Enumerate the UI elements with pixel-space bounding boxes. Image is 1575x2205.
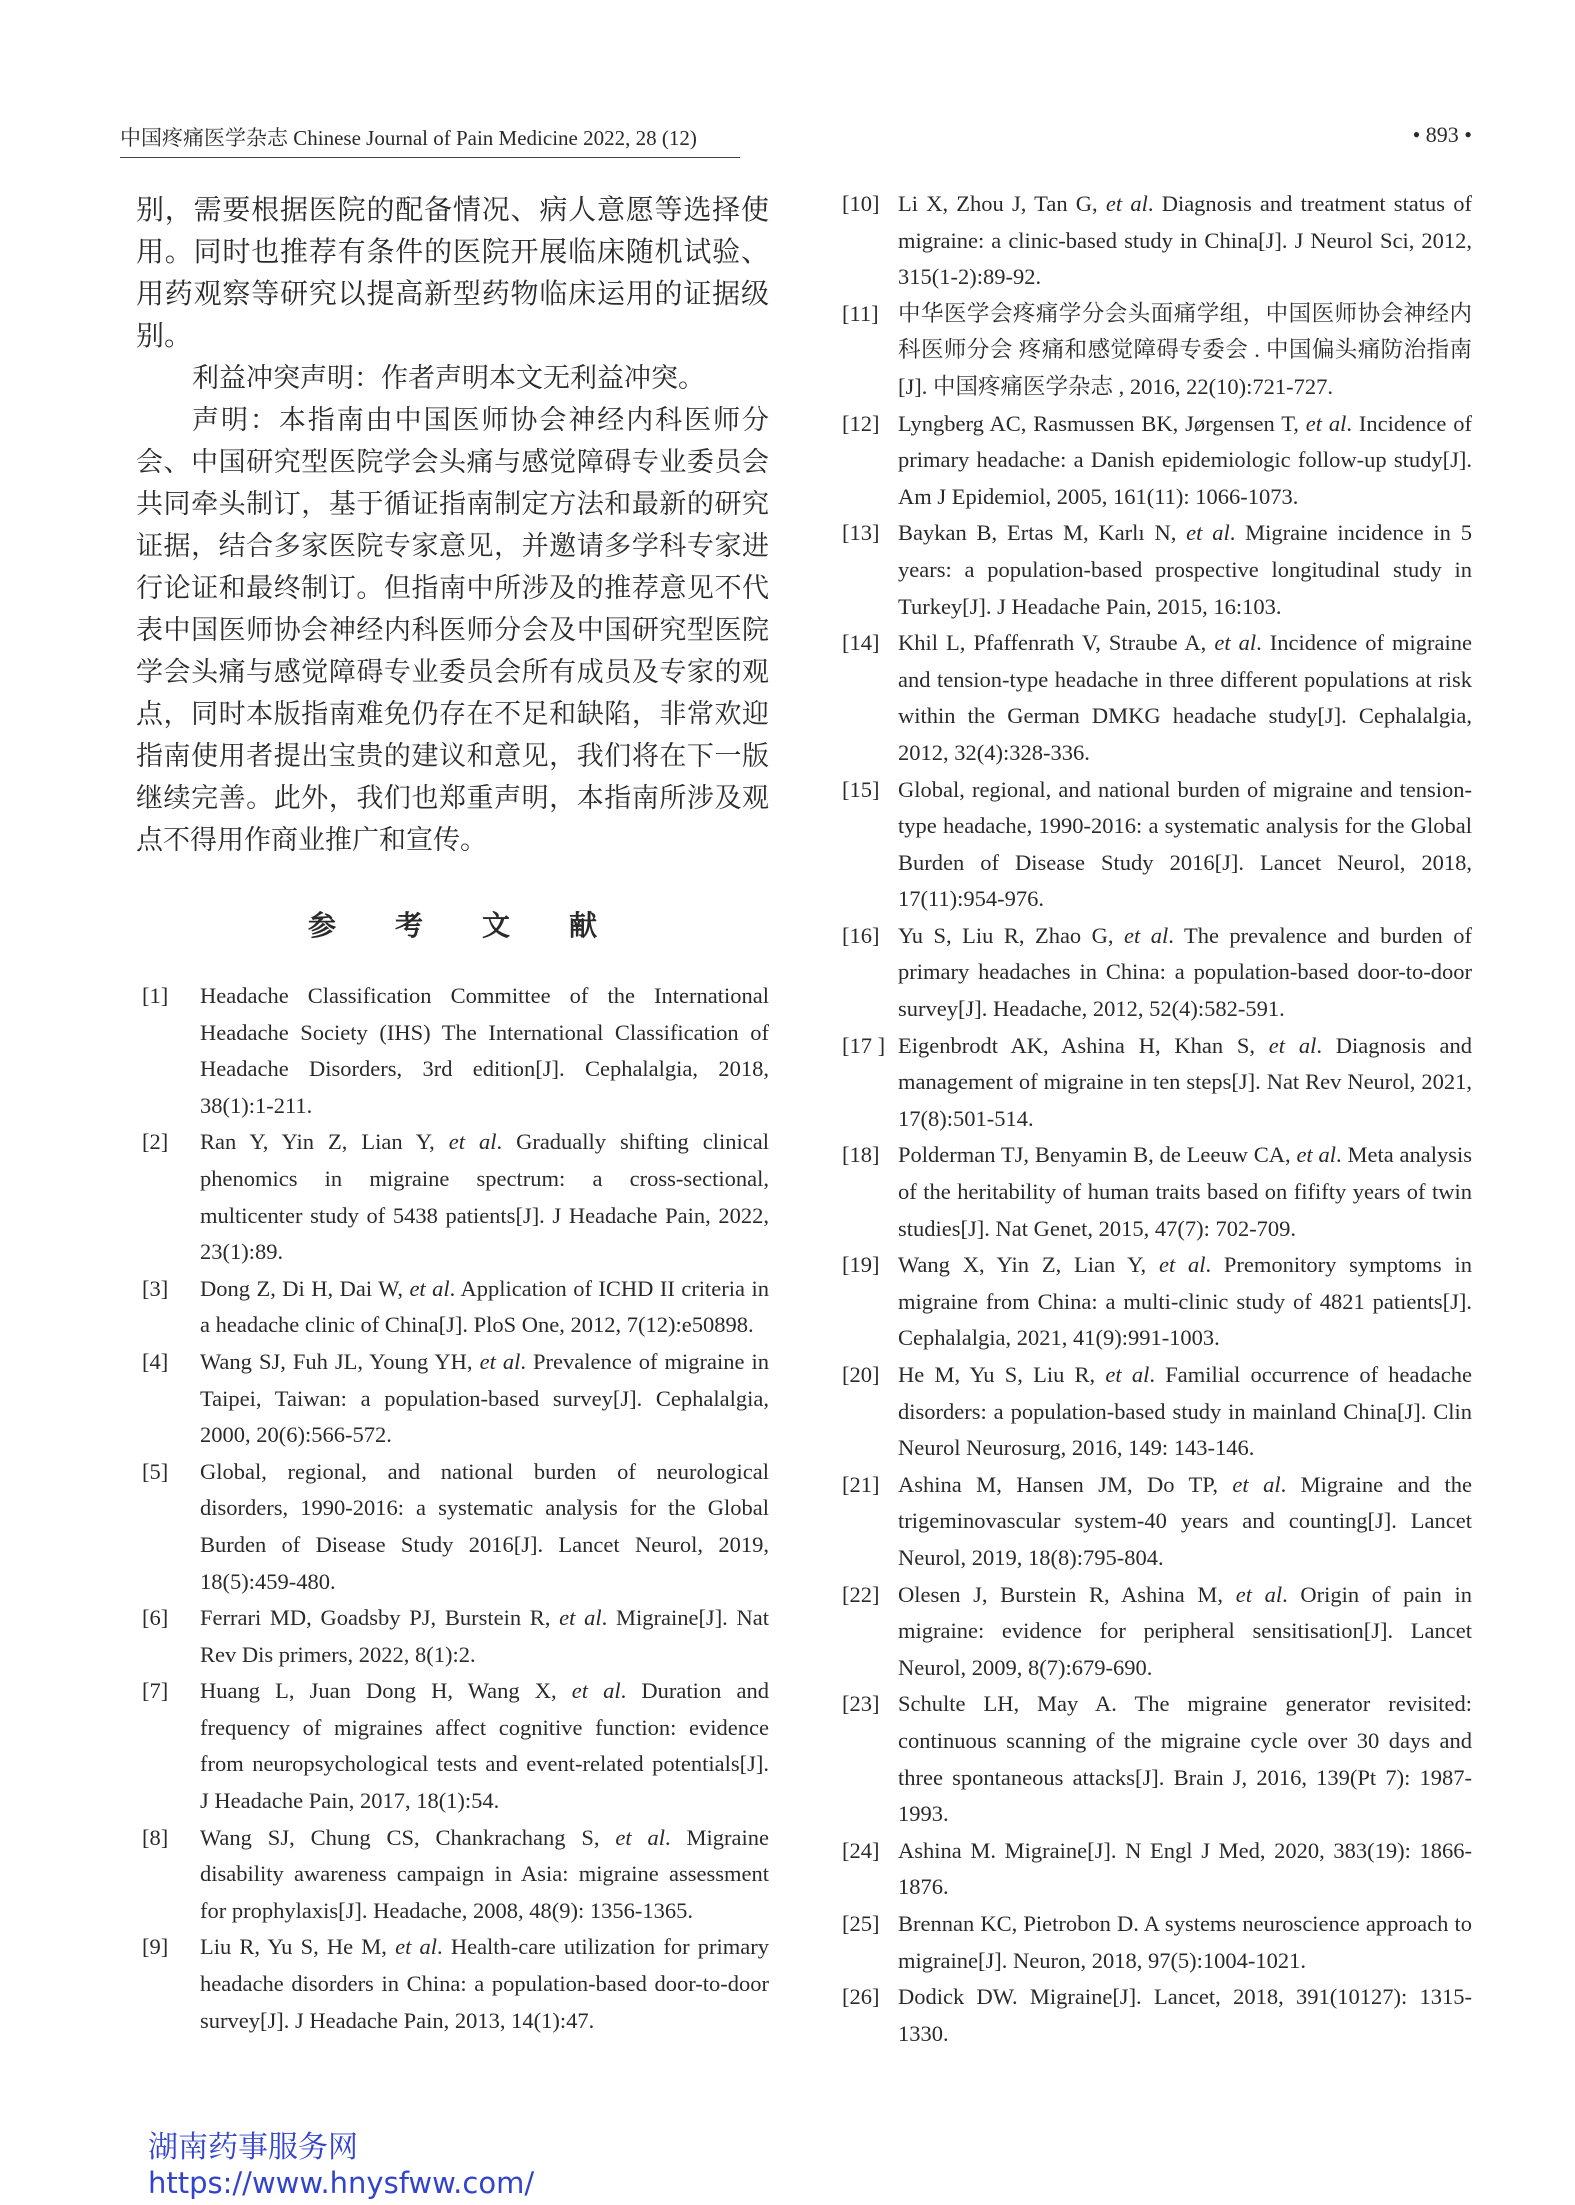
left-column — [136, 190, 769, 2039]
conflict-statement: 利益冲突声明：作者声明本文无利益冲突。 — [192, 363, 705, 394]
reference-item — [842, 1137, 1472, 1247]
reference-number: [14] — [842, 630, 880, 656]
reference-text: Yu S, Liu R, Zhao G, et al. The prevalence and burden of primary headaches in China: a population-based door-to-door survey[J]. Headache, 2012, 52(4):582-591. — [898, 922, 1472, 1022]
site-watermark — [148, 2130, 534, 2200]
reference-text: He M, Yu S, Liu R, et al. Familial occurrence of headache disorders: a population-based study in mainland China[J]. Clin Neurol Neurosurg, 2016, 149: 143-146. — [898, 1362, 1472, 1461]
reference-item — [842, 1357, 1472, 1467]
reference-number: [8] — [142, 1824, 169, 1850]
reference-text: Olesen J, Burstein R, Ashina M, et al. Origin of pain in migraine: evidence for peripheral sensitisation[J]. Lancet Neurol, 2009, 8(7):679-690. — [898, 1581, 1472, 1680]
reference-text: Ran Y, Yin Z, Lian Y, et al. Gradually shifting clinical phenomics in migraine spectrum: a cross-sectional, multicenter study of 5438 patients[J]. J Headache Pain, 2022, 23(1):89. — [200, 1129, 769, 1265]
reference-item — [842, 515, 1472, 625]
reference-item — [136, 1271, 769, 1344]
reference-text: Polderman TJ, Benyamin B, de Leeuw CA, et al. Meta analysis of the heritability of human traits based on fififty years of twin studies[J]. Nat Genet, 2015, 47(7): 702-709. — [898, 1142, 1473, 1241]
reference-item — [842, 1906, 1472, 1979]
reference-item — [136, 1344, 769, 1454]
reference-item — [842, 1247, 1472, 1357]
reference-text: Ashina M. Migraine[J]. N Engl J Med, 2020, 383(19): 1866-1876. — [898, 1837, 1472, 1900]
guideline-statement: 声明：本指南由中国医师协会神经内科医师分会、中国研究型医院学会头痛与感觉障碍专业委员会共同牵头制订，基于循证指南制定方法和最新的研究证据，结合多家医院专家意见，并邀请多学科专家进行论证和最终制订。但指南中所涉及的推荐意见不代表中国医师协会神经内科医师分会及中国研究型医院学会头痛与感觉障碍专业委员会所有成员及专家的观点，同时本版指南难免仍存在不足和缺陷，非常欢迎指南使用者提出宝贵的建议和意见，我们将在下一版继续完善。此外，我们也郑重声明，本指南所涉及观点不得用作商业推广和宣传。 — [136, 405, 769, 856]
reference-item — [136, 1454, 769, 1600]
reference-number: [1] — [142, 983, 169, 1008]
reference-item — [842, 1979, 1472, 2052]
reference-number: [25] — [842, 1910, 880, 1936]
reference-item — [842, 1028, 1472, 1138]
reference-text: Dodick DW. Migraine[J]. Lancet, 2018, 391(10127): 1315-1330. — [898, 1984, 1472, 2046]
references-heading: 参 考 文 献 — [307, 911, 623, 942]
reference-text: Global, regional, and national burden of neurological disorders, 1990-2016: a systematic analysis for the Global Burden of Disease Study 2016[J]. Lancet Neurol, 2019, 18(5):459-480. — [200, 1458, 769, 1594]
reference-number: [24] — [842, 1837, 880, 1863]
reference-item — [136, 978, 769, 1124]
reference-number: [26] — [842, 1984, 880, 2010]
reference-number: [15] — [842, 776, 880, 802]
reference-number: [12] — [842, 410, 880, 436]
reference-item — [136, 1929, 769, 2039]
watermark-site-name: 湖南药事服务网 — [148, 2130, 358, 2165]
reference-number: [7] — [142, 1678, 169, 1704]
reference-text: Headache Classification Committee of the International Headache Society (IHS) The International Classification of Headache Disorders, 3rd edition[J]. Cephalalgia, 2018, 38(1):1-211. — [200, 983, 769, 1118]
reference-text: Eigenbrodt AK, Ashina H, Khan S, et al. Diagnosis and management of migraine in ten steps[J]. Nat Rev Neurol, 2021, 17(8):501-514. — [898, 1032, 1472, 1131]
page-number: • 893 • — [1412, 122, 1472, 147]
reference-number: [21] — [842, 1471, 880, 1497]
reference-item — [136, 1673, 769, 1819]
reference-number: [20] — [842, 1362, 880, 1387]
reference-item — [842, 1577, 1472, 1687]
reference-number: [5] — [142, 1458, 169, 1484]
reference-text: Khil L, Pfaffenrath V, Straube A, et al. Incidence of migraine and tension-type headache in three different populations at risk within the German DMKG headache study[J]. Cephalalgia, 2012, 32(4):328-336. — [898, 630, 1472, 765]
reference-text: 中华医学会疼痛学分会头面痛学组，中国医师协会神经内科医师分会 疼痛和感觉障碍专委会 . 中国偏头痛防治指南 [J]. 中国疼痛医学杂志 , 2016, 22(10):721-727. — [898, 300, 1472, 399]
running-header — [120, 122, 1472, 156]
reference-number: [23] — [842, 1691, 880, 1717]
right-column — [842, 186, 1472, 2052]
reference-number: [10] — [842, 191, 880, 216]
reference-text: Dong Z, Di H, Dai W, et al. Application of ICHD II criteria in a headache clinic of China[J]. PloS One, 2012, 7(12):e50898. — [200, 1275, 769, 1338]
reference-text: Liu R, Yu S, He M, et al. Health-care utilization for primary headache disorders in China: a population-based door-to-door survey[J]. J Headache Pain, 2013, 14(1):47. — [200, 1934, 769, 2033]
body-paragraph: 别，需要根据医院的配备情况、病人意愿等选择使用。同时也推荐有条件的医院开展临床随机试验、用药观察等研究以提高新型药物临床运用的证据级别。 — [136, 195, 769, 352]
reference-text: Schulte LH, May A. The migraine generator revisited: continuous scanning of the migraine cycle over 30 days and three spontaneous attacks[J]. Brain J, 2016, 139(Pt 7): 1987-1993. — [898, 1691, 1472, 1827]
reference-text: Global, regional, and national burden of migraine and tension-type headache, 1990-2016: a systematic analysis for the Global Burden of Disease Study 2016[J]. Lancet Neurol, 2018, 17(11):954-976. — [898, 776, 1472, 912]
reference-number: [18] — [842, 1142, 880, 1168]
journal-citation: 中国疼痛医学杂志 Chinese Journal of Pain Medicine 2022, 28 (12) — [120, 126, 697, 150]
reference-text: Li X, Zhou J, Tan G, et al. Diagnosis and treatment status of migraine: a clinic-based study in China[J]. J Neurol Sci, 2012, 315(1-2):89-92. — [898, 191, 1472, 290]
reference-list-right — [842, 186, 1472, 2052]
reference-item — [842, 772, 1472, 918]
header-rule — [120, 157, 740, 158]
reference-number: [9] — [142, 1934, 169, 1960]
reference-item — [136, 1124, 769, 1270]
reference-text: Huang L, Juan Dong H, Wang X, et al. Duration and frequency of migraines affect cognitive function: evidence from neuropsychological tests and event-related potentials[J]. J Headache Pain, 2017, 18(1):54. — [200, 1678, 770, 1814]
reference-text: Brennan KC, Pietrobon D. A systems neuroscience approach to migraine[J]. Neuron, 2018, 97(5):1004-1021. — [898, 1910, 1472, 1973]
reference-text: Wang SJ, Fuh JL, Young YH, et al. Prevalence of migraine in Taipei, Taiwan: a population-based survey[J]. Cephalalgia, 2000, 20(6):566-572. — [200, 1348, 770, 1448]
reference-item — [842, 918, 1472, 1028]
reference-number: [16] — [842, 922, 880, 948]
reference-item — [842, 406, 1472, 516]
reference-text: Baykan B, Ertas M, Karlı N, et al. Migraine incidence in 5 years: a population-based prospective longitudinal study in Turkey[J]. J Headache Pain, 2015, 16:103. — [898, 520, 1472, 619]
reference-number: [3] — [142, 1275, 169, 1301]
reference-item — [136, 1820, 769, 1930]
reference-number: [22] — [842, 1581, 880, 1607]
reference-item — [842, 1686, 1472, 1832]
reference-number: [17 ] — [842, 1032, 886, 1058]
reference-text: Wang SJ, Chung CS, Chankrachang S, et al. Migraine disability awareness campaign in Asia: migraine assessment for prophylaxis[J]. Headache, 2008, 48(9): 1356-1365. — [200, 1824, 769, 1923]
reference-item — [842, 1833, 1472, 1906]
reference-text: Ferrari MD, Goadsby PJ, Burstein R, et al. Migraine[J]. Nat Rev Dis primers, 2022, 8(1):2. — [200, 1605, 770, 1667]
reference-number: [6] — [142, 1605, 169, 1631]
watermark-url[interactable]: https://www.hnysfww.com/ — [148, 2166, 535, 2200]
reference-number: [13] — [842, 520, 880, 546]
reference-text: Ashina M, Hansen JM, Do TP, et al. Migraine and the trigeminovascular system-40 years and counting[J]. Lancet Neurol, 2019, 18(8):795-804. — [898, 1471, 1472, 1570]
reference-list-left — [136, 978, 769, 2039]
reference-item — [136, 1600, 769, 1673]
reference-text: Lyngberg AC, Rasmussen BK, Jørgensen T, et al. Incidence of primary headache: a Danish epidemiologic follow-up study[J]. Am J Epidemiol, 2005, 161(11): 1066-1073. — [898, 410, 1472, 509]
reference-item — [842, 186, 1472, 296]
reference-item — [842, 1467, 1472, 1577]
reference-item — [842, 296, 1472, 406]
reference-number: [19] — [842, 1252, 880, 1278]
reference-number: [11] — [842, 300, 879, 326]
reference-number: [4] — [142, 1348, 169, 1374]
reference-text: Wang X, Yin Z, Lian Y, et al. Premonitory symptoms in migraine from China: a multi-clinic study of 4821 patients[J]. Cephalalgia, 2021, 41(9):991-1003. — [898, 1252, 1472, 1351]
reference-item — [842, 625, 1472, 771]
reference-number: [2] — [142, 1129, 169, 1155]
